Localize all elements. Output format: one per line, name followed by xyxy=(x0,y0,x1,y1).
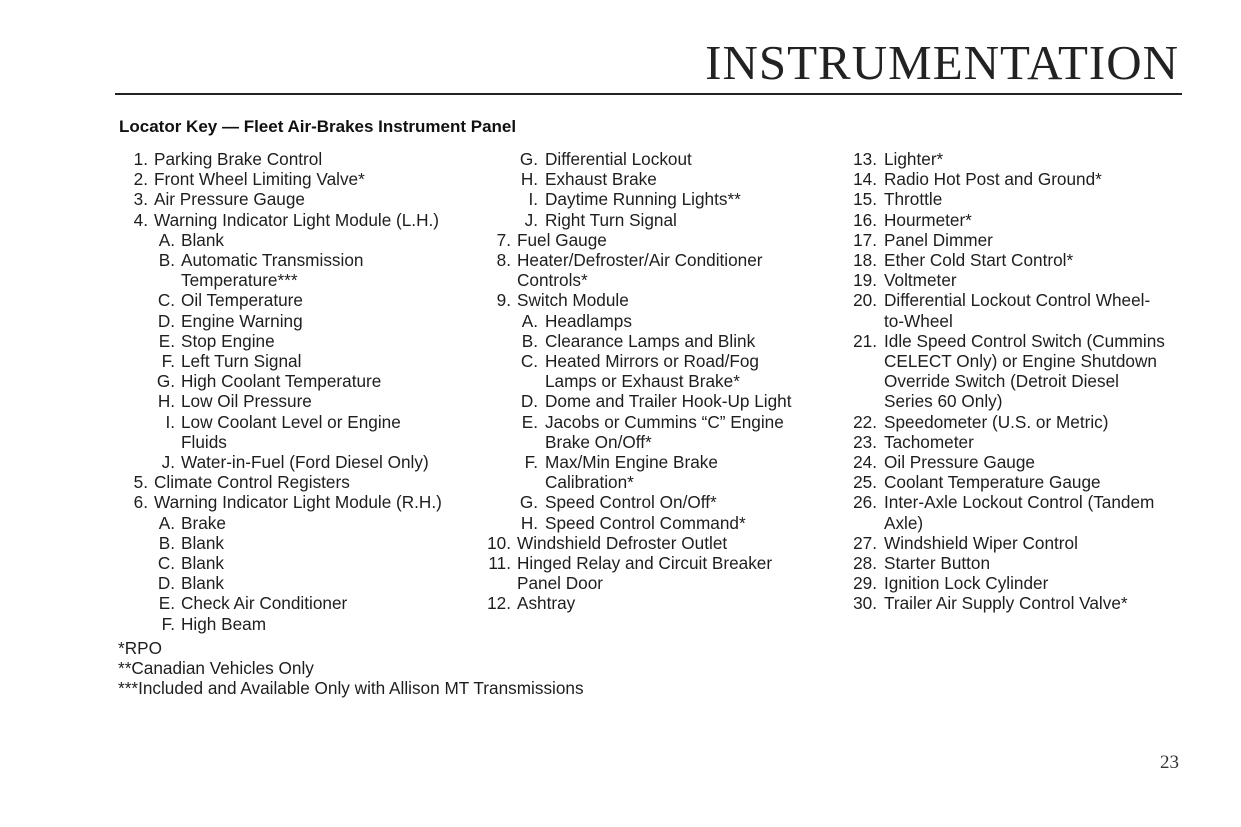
item-number: 8. xyxy=(496,250,511,271)
item-number: 17. xyxy=(853,229,877,250)
item-number: B. xyxy=(521,330,538,351)
locator-item xyxy=(118,472,488,492)
item-number: D. xyxy=(157,573,175,594)
item-number: 11. xyxy=(488,553,511,574)
item-number: D. xyxy=(520,391,538,412)
item-number: 12. xyxy=(487,593,511,614)
item-label: Stop Engine xyxy=(181,330,275,351)
locator-item xyxy=(118,149,488,169)
item-label: Differential Lockout Control Wheel- to-Wheel xyxy=(884,290,1151,331)
item-label: Radio Hot Post and Ground* xyxy=(884,169,1102,190)
item-label: Voltmeter xyxy=(884,270,957,291)
item-label: Windshield Defroster Outlet xyxy=(517,532,728,553)
item-number: I. xyxy=(528,189,538,210)
item-label: Trailer Air Supply Control Valve* xyxy=(884,593,1128,614)
locator-item xyxy=(118,189,488,209)
locator-item xyxy=(118,169,488,189)
page-title: INSTRUMENTATION xyxy=(705,35,1179,90)
item-label: Low Oil Pressure xyxy=(181,391,312,412)
footnote-allison: ***Included and Available Only with Allison MT Transmissions xyxy=(118,678,584,699)
item-label: Heated Mirrors or Road/Fog Lamps or Exhaust Brake* xyxy=(545,351,759,392)
item-label: Jacobs or Cummins “C” Engine Brake On/Off* xyxy=(545,411,784,452)
item-number: H. xyxy=(520,169,538,190)
item-number: B. xyxy=(158,532,175,553)
locator-item xyxy=(474,250,824,290)
locator-item xyxy=(118,250,488,290)
item-number: 20. xyxy=(853,290,877,311)
item-number: E. xyxy=(158,330,175,351)
item-number: 27. xyxy=(853,532,877,553)
item-label: Panel Dimmer xyxy=(884,229,993,250)
item-number: F. xyxy=(161,351,175,372)
item-number: 4. xyxy=(133,209,148,230)
locator-item xyxy=(838,593,1198,613)
locator-item xyxy=(838,210,1198,230)
locator-item xyxy=(474,452,824,492)
item-label: Water-in-Fuel (Ford Diesel Only) xyxy=(181,452,429,473)
locator-item xyxy=(838,432,1198,452)
item-label: Windshield Wiper Control xyxy=(884,532,1078,553)
item-label: Right Turn Signal xyxy=(545,209,677,230)
item-label: Warning Indicator Light Module (L.H.) xyxy=(154,209,439,230)
item-number: 15. xyxy=(853,189,877,210)
item-number: F. xyxy=(161,613,175,634)
item-number: 2. xyxy=(133,169,148,190)
locator-column-3 xyxy=(838,149,1198,614)
locator-item xyxy=(474,492,824,512)
item-label: Ignition Lock Cylinder xyxy=(884,573,1049,594)
item-label: Lighter* xyxy=(884,149,944,169)
item-number: F. xyxy=(524,452,538,473)
locator-item xyxy=(838,412,1198,432)
item-number: 26. xyxy=(853,492,877,513)
item-number: G. xyxy=(519,149,538,169)
locator-item xyxy=(118,452,488,472)
locator-item xyxy=(474,513,824,533)
locator-item xyxy=(474,593,824,613)
locator-item xyxy=(118,210,488,230)
locator-item xyxy=(118,290,488,310)
locator-item xyxy=(474,290,824,310)
locator-item xyxy=(838,492,1198,532)
item-label: Hourmeter* xyxy=(884,209,972,230)
item-number: J. xyxy=(161,452,175,473)
locator-item xyxy=(474,311,824,331)
locator-item xyxy=(838,169,1198,189)
item-label: High Coolant Temperature xyxy=(181,371,382,392)
item-number: 22. xyxy=(853,411,877,432)
item-number: 30. xyxy=(853,593,877,614)
item-label: Speedometer (U.S. or Metric) xyxy=(884,411,1109,432)
locator-item xyxy=(838,149,1198,169)
locator-item xyxy=(118,573,488,593)
item-label: Throttle xyxy=(884,189,943,210)
item-label: Speed Control On/Off* xyxy=(545,492,717,513)
locator-item xyxy=(838,573,1198,593)
item-label: High Beam xyxy=(181,613,267,634)
locator-item xyxy=(474,210,824,230)
item-number: B. xyxy=(158,250,175,271)
item-number: C. xyxy=(157,290,175,311)
item-label: Air Pressure Gauge xyxy=(154,189,305,210)
page-number: 23 xyxy=(1160,752,1179,773)
locator-item xyxy=(838,331,1198,412)
locator-column-1 xyxy=(118,149,488,634)
item-number: C. xyxy=(157,553,175,574)
item-label: Heater/Defroster/Air Conditioner Controls* xyxy=(517,250,763,291)
item-label: Tachometer xyxy=(884,431,974,452)
item-number: A. xyxy=(521,310,538,331)
item-label: Starter Button xyxy=(884,553,991,574)
item-label: Blank xyxy=(181,532,224,553)
item-label: Clearance Lamps and Blink xyxy=(545,330,756,351)
item-number: A. xyxy=(158,229,175,250)
locator-item xyxy=(474,149,824,169)
item-label: Oil Pressure Gauge xyxy=(884,452,1035,473)
locator-item xyxy=(474,331,824,351)
locator-item xyxy=(118,614,488,634)
item-number: E. xyxy=(158,593,175,614)
locator-item xyxy=(838,230,1198,250)
item-number: 16. xyxy=(853,209,877,230)
item-label: Differential Lockout xyxy=(545,149,692,169)
item-label: Parking Brake Control xyxy=(154,149,323,169)
item-number: D. xyxy=(157,310,175,331)
item-number: 1. xyxy=(133,149,148,169)
item-number: H. xyxy=(520,512,538,533)
title-divider xyxy=(115,93,1182,95)
item-number: 5. xyxy=(133,472,148,493)
locator-item xyxy=(838,290,1198,330)
item-label: Inter-Axle Lockout Control (Tandem Axle) xyxy=(884,492,1155,533)
locator-item xyxy=(118,553,488,573)
item-label: Climate Control Registers xyxy=(154,472,350,493)
item-label: Blank xyxy=(181,573,224,594)
item-label: Headlamps xyxy=(545,310,632,331)
item-number: 7. xyxy=(496,229,511,250)
item-label: Automatic Transmission Temperature*** xyxy=(181,250,364,291)
locator-item xyxy=(474,230,824,250)
item-label: Ether Cold Start Control* xyxy=(884,250,1074,271)
locator-item xyxy=(118,331,488,351)
locator-item xyxy=(474,351,824,391)
item-label: Max/Min Engine Brake Calibration* xyxy=(545,452,718,493)
locator-item xyxy=(474,533,824,553)
locator-item xyxy=(474,391,824,411)
locator-item xyxy=(474,169,824,189)
locator-item xyxy=(118,391,488,411)
locator-item xyxy=(838,270,1198,290)
item-label: Daytime Running Lights** xyxy=(545,189,741,210)
item-label: Idle Speed Control Switch (Cummins CELECT Only) or Engine Shutdown Override Switch (Detroit Diesel Series 60 Only) xyxy=(884,330,1165,412)
locator-item xyxy=(474,412,824,452)
item-label: Exhaust Brake xyxy=(545,169,657,190)
item-number: G. xyxy=(156,371,175,392)
item-label: Front Wheel Limiting Valve* xyxy=(154,169,365,190)
item-label: Dome and Trailer Hook-Up Light xyxy=(545,391,792,412)
item-number: 28. xyxy=(853,553,877,574)
item-number: 24. xyxy=(853,452,877,473)
item-label: Fuel Gauge xyxy=(517,229,607,250)
item-number: G. xyxy=(519,492,538,513)
item-label: Hinged Relay and Circuit Breaker Panel Door xyxy=(517,553,773,594)
item-number: 19. xyxy=(853,270,877,291)
item-label: Ashtray xyxy=(517,593,576,614)
item-number: 10. xyxy=(487,532,511,553)
item-number: 29. xyxy=(853,573,877,594)
item-number: 6. xyxy=(133,492,148,513)
item-label: Warning Indicator Light Module (R.H.) xyxy=(154,492,442,513)
locator-column-2 xyxy=(474,149,824,614)
item-number: 3. xyxy=(133,189,148,210)
locator-item xyxy=(118,513,488,533)
item-label: Blank xyxy=(181,229,224,250)
locator-item xyxy=(474,189,824,209)
locator-item xyxy=(838,452,1198,472)
item-number: 9. xyxy=(496,290,511,311)
locator-item xyxy=(118,351,488,371)
locator-item xyxy=(118,230,488,250)
item-number: 25. xyxy=(853,472,877,493)
locator-item xyxy=(838,533,1198,553)
footnote-rpo: *RPO xyxy=(118,638,162,658)
locator-item xyxy=(474,553,824,593)
item-number: 13. xyxy=(853,149,877,169)
locator-item xyxy=(118,492,488,512)
item-label: Engine Warning xyxy=(181,310,303,331)
item-number: I. xyxy=(165,411,175,432)
item-number: 23. xyxy=(853,431,877,452)
locator-item xyxy=(118,533,488,553)
item-label: Left Turn Signal xyxy=(181,351,302,372)
locator-item xyxy=(118,311,488,331)
item-label: Check Air Conditioner xyxy=(181,593,348,614)
item-number: 14. xyxy=(853,169,877,190)
locator-item xyxy=(838,553,1198,573)
locator-item xyxy=(838,472,1198,492)
item-label: Coolant Temperature Gauge xyxy=(884,472,1101,493)
locator-item xyxy=(118,593,488,613)
item-label: Brake xyxy=(181,512,226,533)
item-number: J. xyxy=(524,209,538,230)
locator-item xyxy=(838,189,1198,209)
section-title: Locator Key — Fleet Air-Brakes Instrument Panel xyxy=(119,117,517,136)
item-label: Speed Control Command* xyxy=(545,512,746,533)
item-number: 18. xyxy=(853,250,877,271)
item-number: 21. xyxy=(853,330,877,351)
footnotes xyxy=(118,638,584,699)
locator-item xyxy=(838,250,1198,270)
item-label: Blank xyxy=(181,553,224,574)
item-number: H. xyxy=(157,391,175,412)
item-label: Low Coolant Level or Engine Fluids xyxy=(181,411,401,452)
item-label: Switch Module xyxy=(517,290,629,311)
locator-item xyxy=(118,371,488,391)
locator-item xyxy=(118,412,488,452)
item-number: E. xyxy=(521,411,538,432)
footnote-canadian: **Canadian Vehicles Only xyxy=(118,658,314,679)
item-number: C. xyxy=(520,351,538,372)
item-number: A. xyxy=(158,512,175,533)
item-label: Oil Temperature xyxy=(181,290,303,311)
